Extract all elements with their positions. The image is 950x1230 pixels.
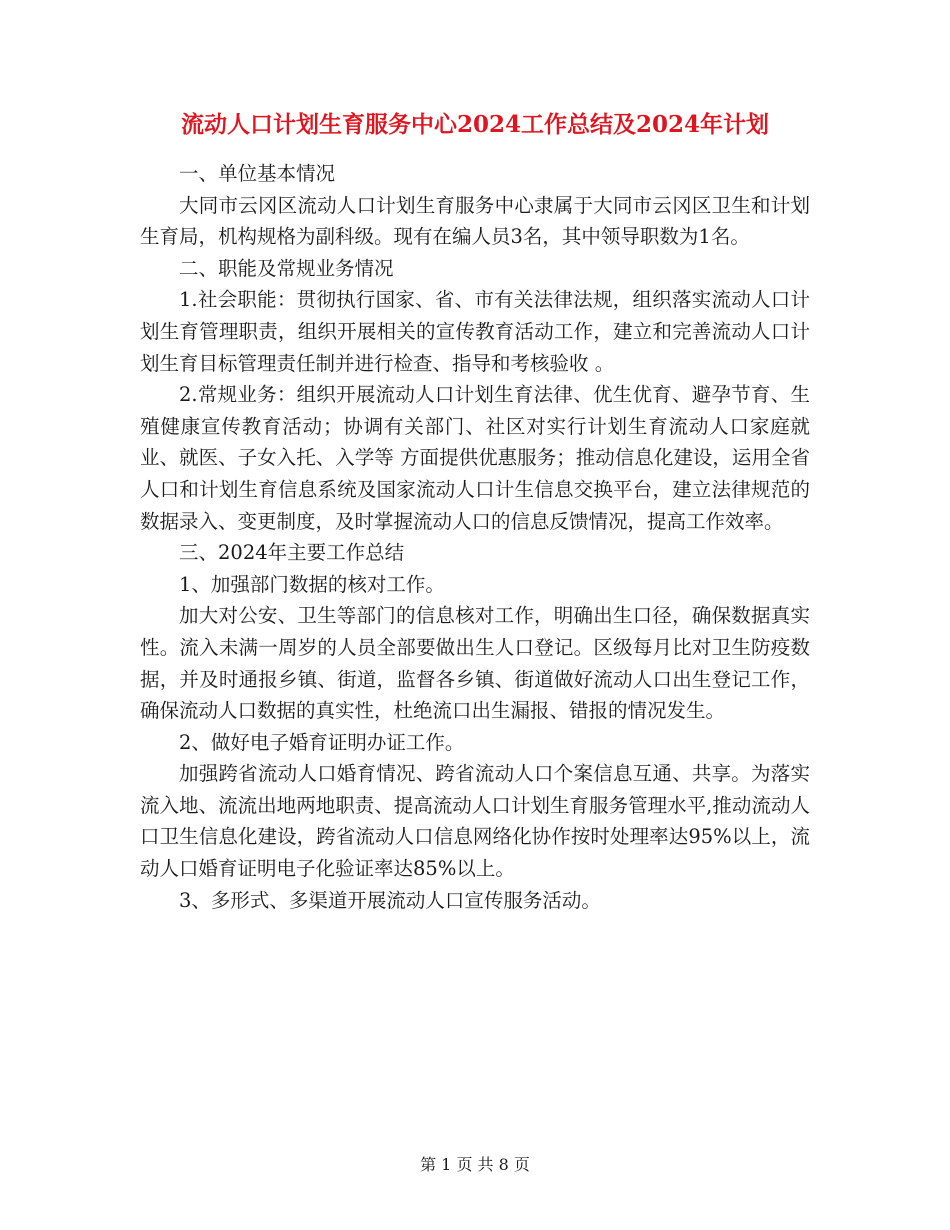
subheading-e-certificate: 2、做好电子婚育证明办证工作。 bbox=[179, 730, 465, 754]
document-title: 流动人口计划生育服务中心2024工作总结及2024年计划 bbox=[180, 111, 770, 138]
page-footer: 第 1 页 共 8 页 bbox=[420, 1155, 530, 1174]
document-body bbox=[140, 158, 810, 916]
paragraph-unit-info: 大同市云冈区流动人口计划生育服务中心隶属于大同市云冈区卫生和计划生育局，机构规格为副科级。现有在编人员3名，其中领导职数为1名。 bbox=[140, 193, 810, 249]
section-heading-3: 三、2024年主要工作总结 bbox=[179, 541, 405, 565]
section-heading-2: 二、职能及常规业务情况 bbox=[179, 256, 394, 280]
subheading-publicity: 3、多形式、多渠道开展流动人口宣传服务活动。 bbox=[179, 888, 601, 912]
subheading-data-check: 1、加强部门数据的核对工作。 bbox=[179, 572, 445, 596]
paragraph-data-check: 加大对公安、卫生等部门的信息核对工作，明确出生口径，确保数据真实性。流入未满一周岁的人员全部要做出生人口登记。区级每月比对卫生防疫数据，并及时通报乡镇、街道，监督各乡镇、街道做好流动人口出生登记工作，确保流动人口数据的真实性，杜绝流口出生漏报、错报的情况发生。 bbox=[140, 604, 810, 723]
section-heading-1: 一、单位基本情况 bbox=[179, 162, 336, 185]
paragraph-routine-business: 2.常规业务：组织开展流动人口计划生育法律、优生优育、避孕节育、生殖健康宣传教育活动；协调有关部门、社区对实行计划生育流动人口家庭就业、就医、子女入托、入学等 方面提供优惠服务；推动信息化建设，运用全省人口和计划生育信息系统及国家流动人口计生信息交换平台，建立法律规范的数据录入、变更制度，及时掌握流动人口的信息反馈情况，提高工作效率。 bbox=[140, 383, 810, 533]
paragraph-e-certificate: 加强跨省流动人口婚育情况、跨省流动人口个案信息互通、共享。为落实流入地、流流出地两地职责、提高流动人口计划生育服务管理水平,推动流动人口卫生信息化建设，跨省流动人口信息网络化协作按时处理率达95%以上，流动人口婚育证明电子化验证率达85%以上。 bbox=[140, 762, 810, 881]
paragraph-social-function: 1.社会职能：贯彻执行国家、省、市有关法律法规，组织落实流动人口计划生育管理职责，组织开展相关的宣传教育活动工作，建立和完善流动人口计划生育目标管理责任制并进行检查、指导和考核验收 。 bbox=[140, 288, 810, 375]
